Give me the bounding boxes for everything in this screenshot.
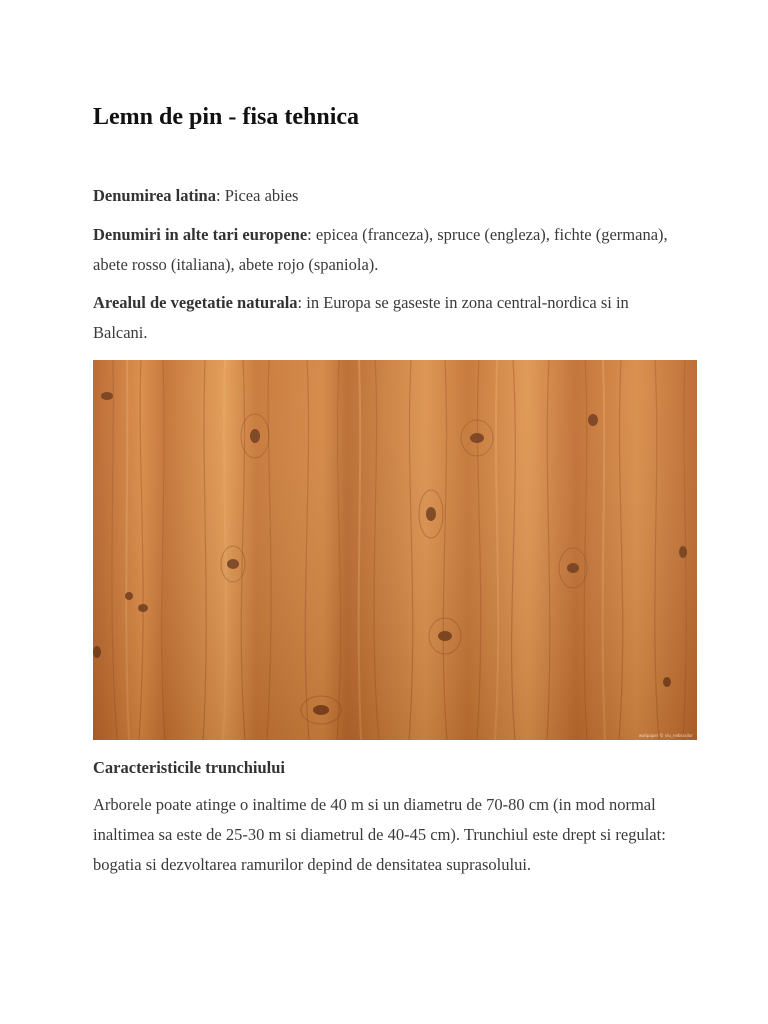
areal-paragraph (93, 288, 683, 348)
other-names-value: : epicea (franceza), spruce (engleza), fichte (germana), abete rosso (italiana), abete rojo (spaniola). (93, 225, 668, 274)
trunk-section-heading: Caracteristicile trunchiului (93, 758, 286, 777)
areal-label: Arealul de vegetatie naturala (93, 293, 298, 312)
other-names-label: Denumiri in alte tari europene (93, 225, 308, 244)
other-names-paragraph (93, 220, 683, 280)
image-watermark: wallpaper © viu_nebrasilor (638, 733, 693, 738)
latin-name-value: : Picea abies (216, 186, 299, 205)
latin-name-paragraph (93, 181, 683, 211)
trunk-paragraph: Arborele poate atinge o inaltime de 40 m si un diametru de 70-80 cm (in mod normal inaltimea sa este de 25-30 m si diametrul de 40-45 cm). Trunchiul este drept si regulat: bogatia si dezvoltarea ramurilor depind de densitatea suprasolului. (93, 795, 666, 874)
document-title: Lemn de pin - fisa tehnica (93, 104, 360, 130)
pine-wood-image (93, 360, 697, 740)
areal-value: : in Europa se gaseste in zona central-nordica si in Balcani. (93, 293, 629, 342)
wood-texture-graphic (93, 360, 697, 740)
latin-name-label: Denumirea latina (93, 186, 216, 205)
